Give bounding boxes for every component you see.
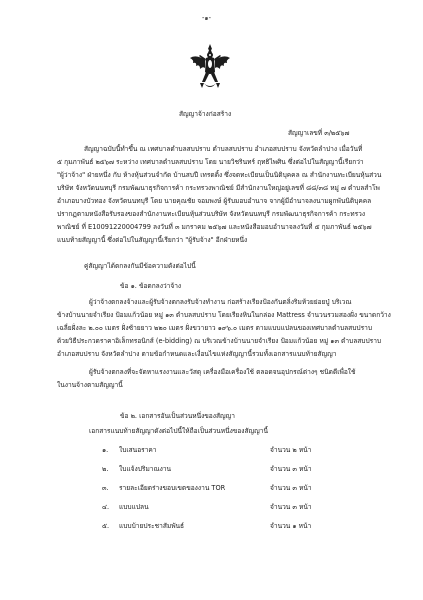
preamble-line: สัญญาฉบับนี้ทำขึ้น ณ เทศบาลตำบลสบปราบ ตำบลสบปราบ อำเภอสบปราบ จังหวัดลำปาง เมื่อวันที่ [84,145,363,153]
attachment-number: ๕. [102,522,110,530]
attachment-name: แบบแปลน [119,503,149,511]
attachment-name: ใบแจ้งปริมาณงาน [119,465,172,473]
attachment-name: แบบบ้ายประชาสัมพันธ์ [119,522,185,530]
document-title: สัญญาจ้างก่อสร้าง [179,110,232,118]
attachment-pages: จำนวน ๓ หน้า [270,503,312,511]
clause-1-line: ผู้ว่าจ้างตกลงจ้างและผู้รับจ้างตกลงรับจ้างทำงาน ก่อสร้างเรียงป้องกันตลิ่งริมห้วยย่อยปู่ บริเวณ [89,298,352,306]
attachment-number: ๓. [102,484,109,492]
agreement-statement: คู่สัญญาได้ตกลงกันมีข้อความดังต่อไปนี้ [84,262,196,270]
clause-1-line: เฉลี่ยฝั่งละ ๒.๐๐ เมตร ฝั่งซ้ายยาว ๒๒๐ เมตร ฝั่งขวายาว ๑๙๖.๐ เมตร ตามแบบแปลนของเทศบาลตำบลสบปราบ [57,324,373,332]
clause-2-intro: เอกสารแนบท้ายสัญญาดังต่อไปนี้ให้ถือเป็นส่วนหนึ่งของสัญญานี้ [89,427,268,435]
clause-2-heading: ข้อ ๒. เอกสารอันเป็นส่วนหนึ่งของสัญญา [120,412,235,420]
attachment-number: ๒. [102,465,109,473]
page-number: -๑- [202,14,211,22]
attachment-name: รายละเอียดร่างขอบเขตของงาน TOR [119,484,226,492]
preamble-line: ๕ กุมภาพันธ์ ๒๕๖๗ ระหว่าง เทศบาลตำบลสบปราบ โดย นายวิชรินทร์ ฤทธิไพศิน ซึ่งต่อไปในสัญญานี้เรียกว่า [57,158,364,166]
attachment-number: ๔. [102,503,110,511]
attachment-pages: จำนวน ๓ หน้า [270,484,312,492]
clause-1-heading: ข้อ ๑. ข้อตกลงว่าจ้าง [120,282,182,290]
preamble-line: พาณิชย์ ที่ E10091220004799 ลงวันที่ ๓ มกราคม ๒๕๖๗ และหนังสือมอบอำนาจลงวันที่ ๕ กุมภาพันธ์ ๒๕๖๗ [57,223,372,231]
contract-number: สัญญาเลขที่ ๓/๒๕๖๗ [288,129,350,137]
garuda-emblem-icon [188,42,232,94]
preamble-line: อำเภอบางบัวทอง จังหวัดนนทบุรี โดย นายคุณชัย จอมพงษ์ ผู้รับมอบอำนาจ จากผู้มีอำนาจลงนามผูกพันนิติบุคคล [57,197,372,205]
preamble-line: แนบท้ายสัญญานี้ ซึ่งต่อไปในสัญญานี้เรียกว่า "ผู้รับจ้าง" อีกฝ่ายหนึ่ง [57,236,248,244]
preamble-line: ปรากฏตามหนังสือรับรองของสำนักงานทะเบียนหุ้นส่วนบริษัท จังหวัดนนทบุรี กรมพัฒนาธุรกิจการค้า กระทรวง [57,210,366,218]
attachment-pages: จำนวน ๑ หน้า [270,522,312,530]
attachment-name: ใบเสนอราคา [119,446,157,454]
clause-1-line: อำเภอสบปราบ จังหวัดลำปาง ตามข้อกำหนดและเงื่อนไขแห่งสัญญานี้รวมทั้งเอกสารแนบท้ายสัญญา [57,350,337,358]
attachment-pages: จำนวน ๒ หน้า [270,446,312,454]
attachment-pages: จำนวน ๓ หน้า [270,465,312,473]
preamble-line: บริษัท จังหวัดนนทบุรี กรมพัฒนาธุรกิจการค้า กระทรวงพาณิชย์ มีสำนักงานใหญ่อยู่เลขที่ ๘๘/๓๘ หมู่ ๗ ตำบลสำโพ [57,184,380,192]
preamble-line: "ผู้ว่าจ้าง" ฝ่ายหนึ่ง กับ ห้างหุ้นส่วนจำกัด บ้านสบปี เทรดดิ้ง ซึ่งจดทะเบียนเป็นนิติบุคคล ณ สำนักงานทะเบียนหุ้นส่วน [57,171,382,179]
clause-1-line: ผู้รับจ้างตกลงที่จะจัดหาแรงงานและวัสดุ เครื่องมือเครื่องใช้ ตลอดจนอุปกรณ์ต่างๆ ชนิดดีเพื่อใช้ [89,368,356,376]
clause-1-line: ด้วยวิธีประกวดราคาอิเล็กทรอนิกส์ (e-bidding) ณ บริเวณข้างบ้านนายจำเรียง ป้อมแก้วน้อย หมู่ ๑๓ ตำบลสบปราบ [57,337,382,345]
clause-1-line: ข้างบ้านนายจำเรียง ป้อมแก้วน้อย หมู่ ๑๓ ตำบลสบปราบ โดยเรียงหินในกล่อง Mattress จำนวนรวมสองฝั่ง ขนาดกว้าง [57,311,391,319]
attachment-number: ๑. [102,446,109,454]
clause-1-line: ในงานจ้างตามสัญญานี้ [57,381,123,389]
